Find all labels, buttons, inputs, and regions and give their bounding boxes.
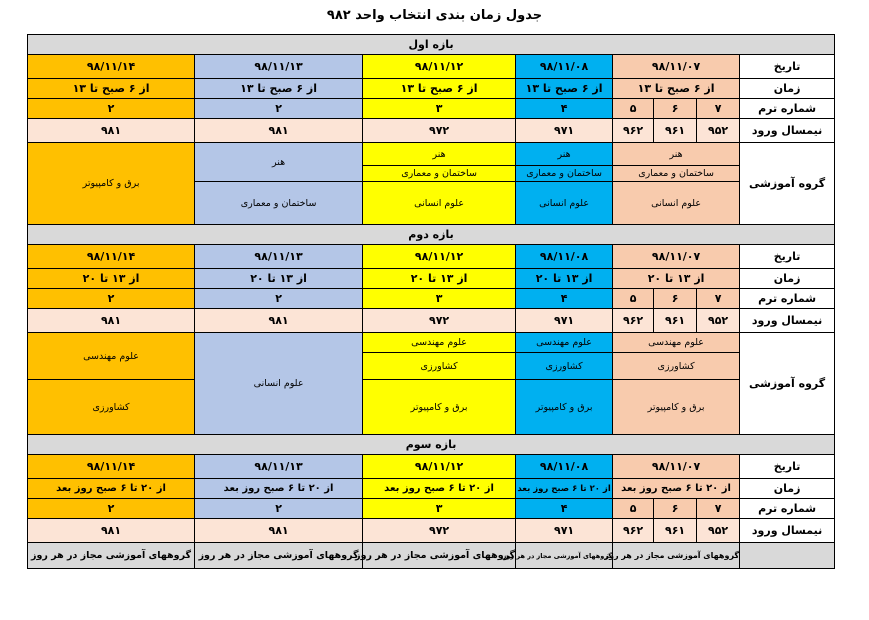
row-label-groups: گروه آموزشی <box>740 143 835 225</box>
time-cell: از ۲۰ تا ۶ صبح روز بعد <box>195 479 363 499</box>
entry-cell: ۹۸۱ <box>195 309 363 333</box>
time-cell: از ۲۰ تا ۶ صبح روز بعد <box>516 479 613 499</box>
term-cell: ۲ <box>195 499 363 519</box>
group-cell: علوم انسانی <box>613 182 740 225</box>
group-cell: علوم مهندسی <box>363 333 516 353</box>
time-cell: از ۱۳ تا ۲۰ <box>613 269 740 289</box>
term-cell: ۶ <box>654 289 697 309</box>
time-cell: از ۲۰ تا ۶ صبح روز بعد <box>363 479 516 499</box>
date-cell: ۹۸/۱۱/۰۸ <box>516 455 613 479</box>
term-cell: ۴ <box>516 499 613 519</box>
group-cell: علوم انسانی <box>516 182 613 225</box>
term-cell: ۷ <box>697 499 740 519</box>
date-cell: ۹۸/۱۱/۱۳ <box>195 455 363 479</box>
date-cell: ۹۸/۱۱/۱۳ <box>195 245 363 269</box>
footer-cell: گروههای آموزشی مجاز در هر روز <box>613 543 740 569</box>
entry-cell: ۹۶۱ <box>654 519 697 543</box>
group-cell: ساختمان و معماری <box>613 166 740 182</box>
date-cell: ۹۸/۱۱/۱۳ <box>195 55 363 79</box>
entry-cell: ۹۵۲ <box>697 119 740 143</box>
group-cell: ساختمان و معماری <box>195 182 363 225</box>
row-label-time: زمان <box>740 79 835 99</box>
time-cell: از ۲۰ تا ۶ صبح روز بعد <box>613 479 740 499</box>
row-label-date: تاریخ <box>740 455 835 479</box>
entry-cell: ۹۵۲ <box>697 309 740 333</box>
date-cell: ۹۸/۱۱/۰۸ <box>516 55 613 79</box>
row-label-date: تاریخ <box>740 245 835 269</box>
entry-cell: ۹۸۱ <box>28 119 195 143</box>
date-cell: ۹۸/۱۱/۱۴ <box>28 455 195 479</box>
entry-cell: ۹۶۲ <box>613 519 654 543</box>
entry-cell: ۹۷۱ <box>516 119 613 143</box>
footer-cell: گروههای آموزشی مجاز در هر روز <box>195 543 363 569</box>
entry-cell: ۹۷۲ <box>363 309 516 333</box>
entry-cell: ۹۸۱ <box>28 519 195 543</box>
footer-cell: گروههای آموزشی مجاز در هر روز <box>363 543 516 569</box>
group-cell: هنر <box>516 143 613 166</box>
term-cell: ۳ <box>363 499 516 519</box>
period-2-header: بازه دوم <box>28 225 835 245</box>
entry-cell: ۹۶۱ <box>654 309 697 333</box>
entry-cell: ۹۶۱ <box>654 119 697 143</box>
time-cell: از ۶ صبح تا ۱۳ <box>363 79 516 99</box>
schedule-table <box>27 34 835 569</box>
term-cell: ۴ <box>516 99 613 119</box>
time-cell: از ۱۳ تا ۲۰ <box>363 269 516 289</box>
group-cell: علوم مهندسی <box>613 333 740 353</box>
term-cell: ۳ <box>363 99 516 119</box>
date-cell: ۹۸/۱۱/۰۸ <box>516 245 613 269</box>
group-cell: علوم مهندسی <box>516 333 613 353</box>
group-cell: برق و کامپیوتر <box>516 380 613 435</box>
footer-blank <box>740 543 835 569</box>
entry-cell: ۹۸۱ <box>28 309 195 333</box>
term-cell: ۴ <box>516 289 613 309</box>
period-3-header: بازه سوم <box>28 435 835 455</box>
term-cell: ۲ <box>28 289 195 309</box>
group-cell: هنر <box>363 143 516 166</box>
group-cell: برق و کامپیوتر <box>363 380 516 435</box>
entry-cell: ۹۸۱ <box>195 519 363 543</box>
row-label-time: زمان <box>740 269 835 289</box>
group-cell: کشاورزی <box>28 380 195 435</box>
entry-cell: ۹۸۱ <box>195 119 363 143</box>
row-label-date: تاریخ <box>740 55 835 79</box>
footer-cell: گروههای آموزشی مجاز در هر روز <box>516 543 613 569</box>
term-cell: ۵ <box>613 499 654 519</box>
row-label-term: شماره ترم <box>740 289 835 309</box>
group-cell: هنر <box>613 143 740 166</box>
row-label-entry: نیمسال ورود <box>740 119 835 143</box>
term-cell: ۲ <box>195 289 363 309</box>
group-cell: علوم مهندسی <box>28 333 195 380</box>
date-cell: ۹۸/۱۱/۱۲ <box>363 245 516 269</box>
group-cell: علوم انسانی <box>363 182 516 225</box>
term-cell: ۷ <box>697 99 740 119</box>
time-cell: از ۱۳ تا ۲۰ <box>28 269 195 289</box>
time-cell: از ۲۰ تا ۶ صبح روز بعد <box>28 479 195 499</box>
date-cell: ۹۸/۱۱/۱۴ <box>28 55 195 79</box>
footer-cell: گروههای آموزشی مجاز در هر روز <box>28 543 195 569</box>
time-cell: از ۶ صبح تا ۱۳ <box>195 79 363 99</box>
entry-cell: ۹۵۲ <box>697 519 740 543</box>
entry-cell: ۹۷۱ <box>516 519 613 543</box>
group-cell: برق و کامپیوتر <box>28 143 195 225</box>
group-cell: ساختمان و معماری <box>363 166 516 182</box>
time-cell: از ۱۳ تا ۲۰ <box>195 269 363 289</box>
entry-cell: ۹۷۱ <box>516 309 613 333</box>
date-cell: ۹۸/۱۱/۱۲ <box>363 55 516 79</box>
row-label-entry: نیمسال ورود <box>740 309 835 333</box>
date-cell: ۹۸/۱۱/۱۴ <box>28 245 195 269</box>
term-cell: ۷ <box>697 289 740 309</box>
term-cell: ۶ <box>654 99 697 119</box>
time-cell: از ۶ صبح تا ۱۳ <box>28 79 195 99</box>
term-cell: ۵ <box>613 289 654 309</box>
term-cell: ۶ <box>654 499 697 519</box>
date-cell: ۹۸/۱۱/۰۷ <box>613 55 740 79</box>
entry-cell: ۹۷۲ <box>363 119 516 143</box>
date-cell: ۹۸/۱۱/۱۲ <box>363 455 516 479</box>
row-label-term: شماره ترم <box>740 499 835 519</box>
term-cell: ۳ <box>363 289 516 309</box>
row-label-term: شماره ترم <box>740 99 835 119</box>
entry-cell: ۹۶۲ <box>613 309 654 333</box>
row-label-time: زمان <box>740 479 835 499</box>
time-cell: از ۶ صبح تا ۱۳ <box>613 79 740 99</box>
page-title: جدول زمان بندی انتخاب واحد ۹۸۲ <box>326 8 543 23</box>
date-cell: ۹۸/۱۱/۰۷ <box>613 455 740 479</box>
row-label-entry: نیمسال ورود <box>740 519 835 543</box>
term-cell: ۲ <box>195 99 363 119</box>
group-cell: هنر <box>195 143 363 182</box>
group-cell: کشاورزی <box>363 353 516 380</box>
entry-cell: ۹۶۲ <box>613 119 654 143</box>
group-cell: برق و کامپیوتر <box>613 380 740 435</box>
group-cell: علوم انسانی <box>195 333 363 435</box>
term-cell: ۲ <box>28 99 195 119</box>
group-cell: کشاورزی <box>613 353 740 380</box>
row-label-groups: گروه آموزشی <box>740 333 835 435</box>
term-cell: ۵ <box>613 99 654 119</box>
date-cell: ۹۸/۱۱/۰۷ <box>613 245 740 269</box>
group-cell: کشاورزی <box>516 353 613 380</box>
entry-cell: ۹۷۲ <box>363 519 516 543</box>
group-cell: ساختمان و معماری <box>516 166 613 182</box>
time-cell: از ۱۳ تا ۲۰ <box>516 269 613 289</box>
time-cell: از ۶ صبح تا ۱۳ <box>516 79 613 99</box>
term-cell: ۲ <box>28 499 195 519</box>
period-1-header: بازه اول <box>28 35 835 55</box>
